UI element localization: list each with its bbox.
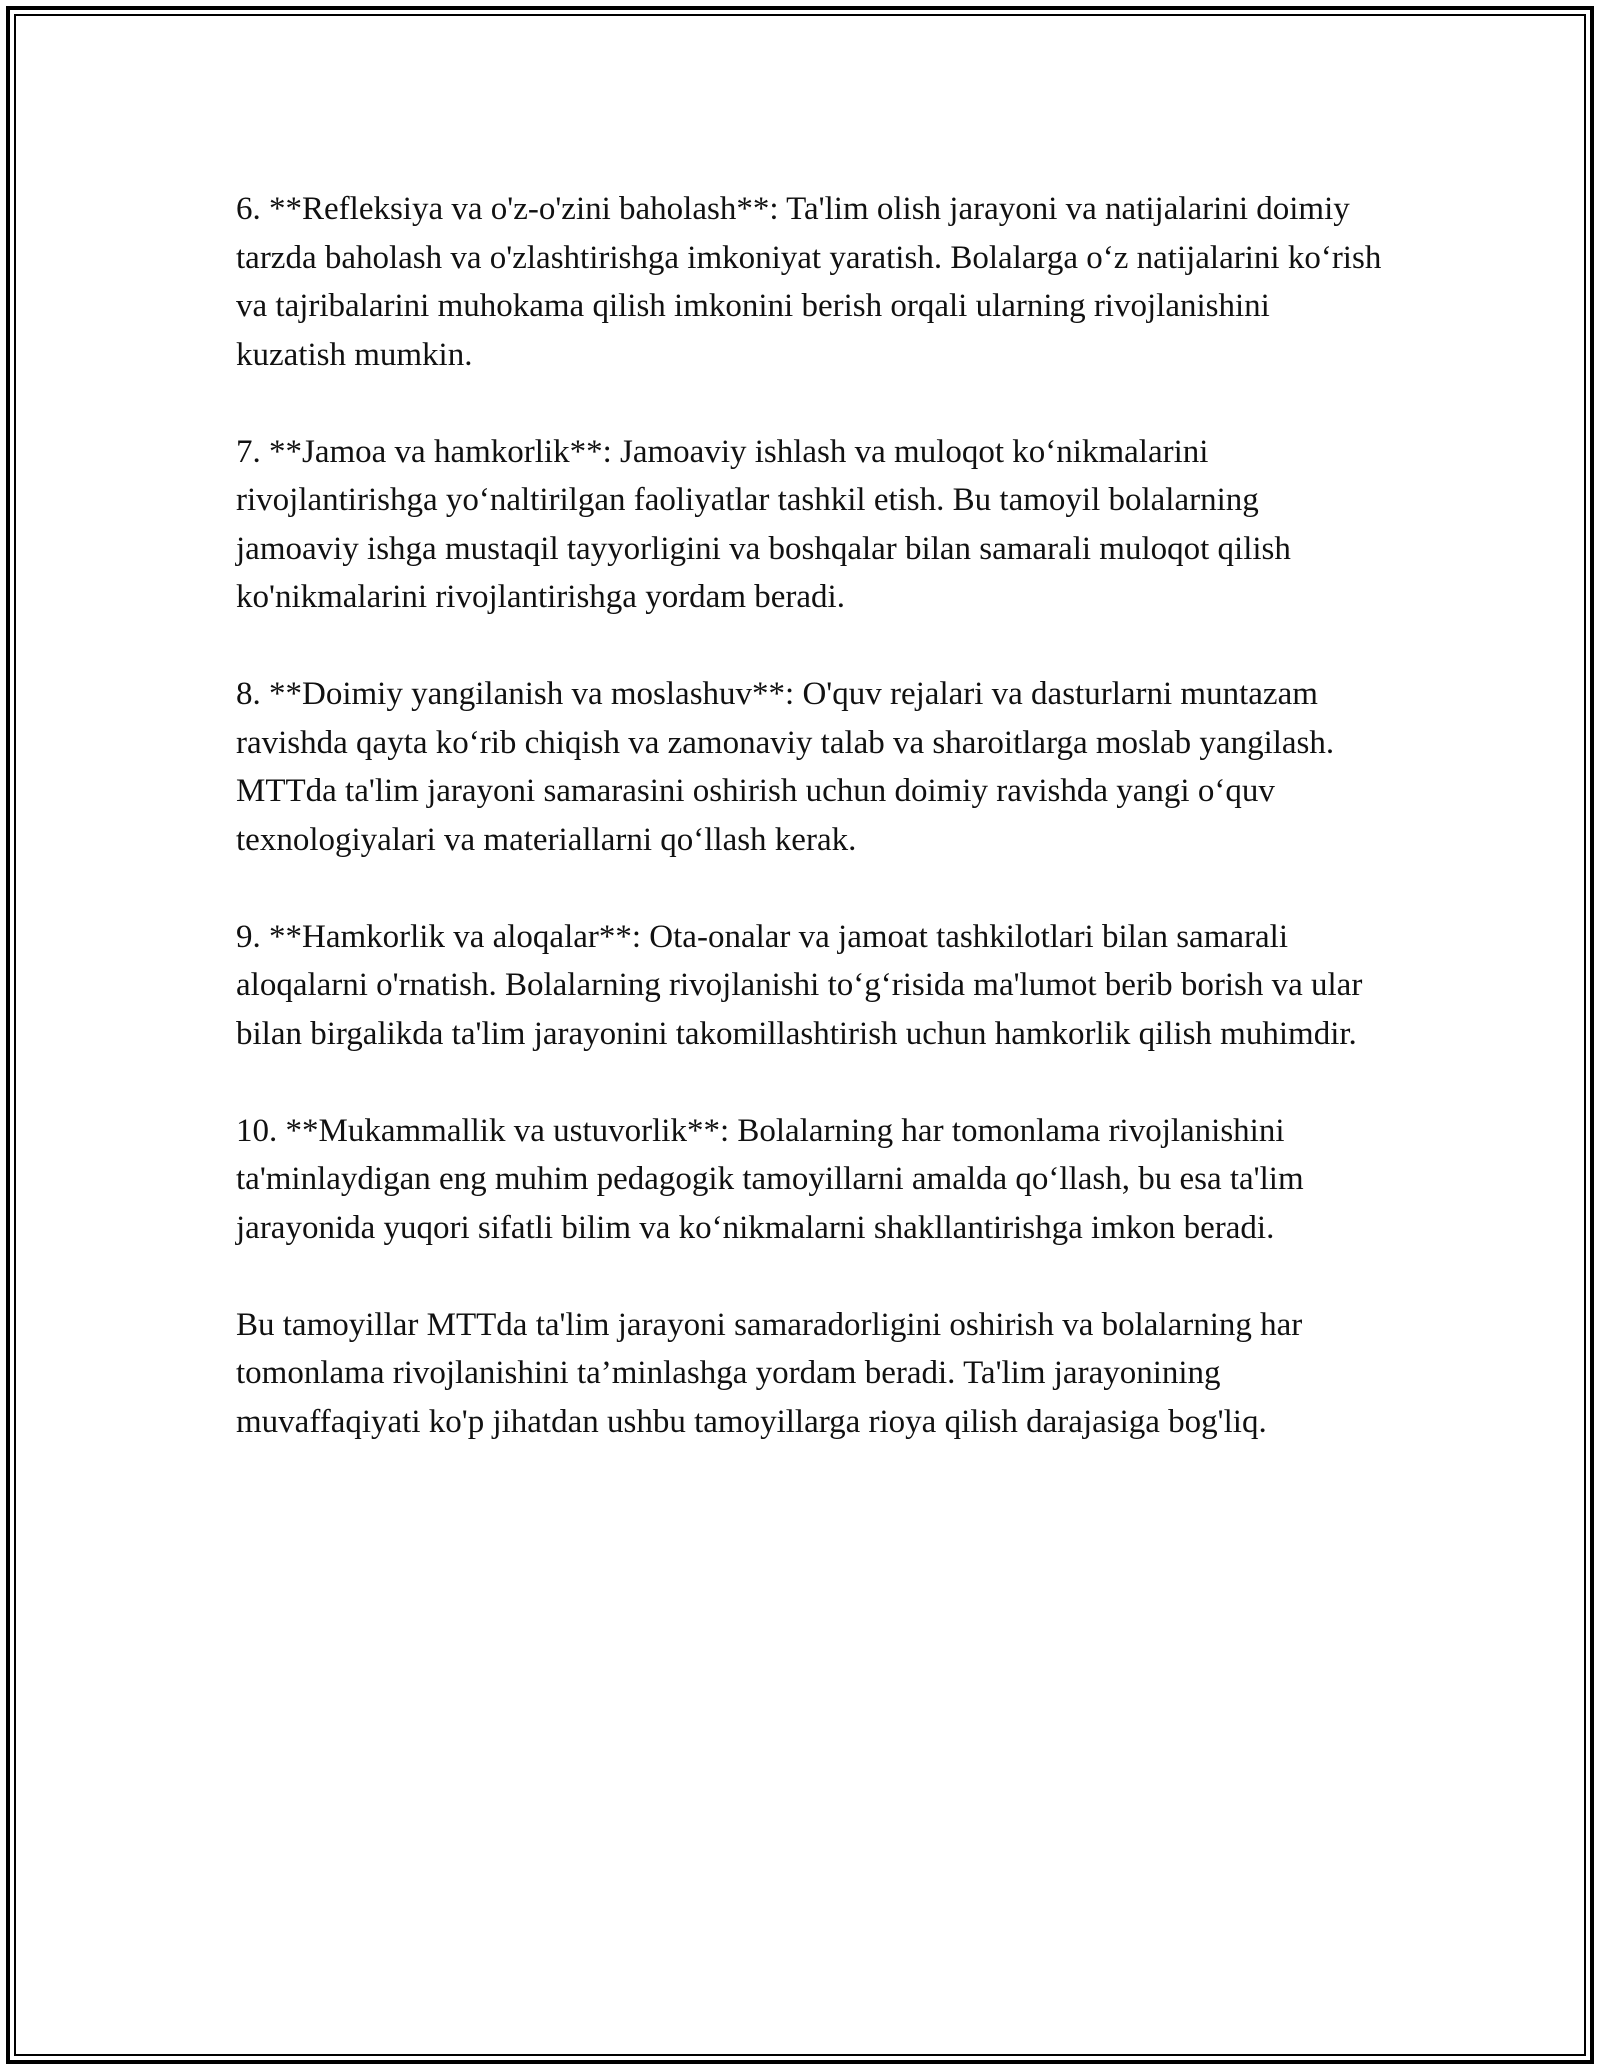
paragraph-reflection: 6. **Refleksiya va o'z-o'zini baholash**: Ta'lim olish jarayoni va natijalarini doimiy tarzda baholash va o'zlashtirishga imkoniyat yaratish. Bolalarga o‘z natijalarini ko‘rish va tajribalarini muhokama qilish imkonini berish orqali ularning rivojlanishini kuzatish mumkin.: [236, 191, 1382, 373]
paragraph-teamwork: 7. **Jamoa va hamkorlik**: Jamoaviy ishlash va muloqot ko‘nikmalarini rivojlantirishga yo‘naltirilgan faoliyatlar tashkil etish. Bu tamoyil bolalarning jamoaviy ishga mustaqil tayyorligini va boshqalar bilan samarali muloqot qilish ko'nikmalarini rivojlantirishga yordam beradi.: [236, 433, 1291, 615]
paragraph-excellence: 10. **Mukammallik va ustuvorlik**: Bolalarning har tomonlama rivojlanishini ta'minlaydigan eng muhim pedagogik tamoyillarni amalda qo‘llash, bu esa ta'lim jarayonida yuqori sifatli bilim va ko‘nikmalarni shakllantirishga imkon beradi.: [236, 1112, 1304, 1246]
paragraph-constant-update: 8. **Doimiy yangilanish va moslashuv**: O'quv rejalari va dasturlarni muntazam ravishda qayta ko‘rib chiqish va zamonaviy talab va sharoitlarga moslab yangilash. MTTda ta'lim jarayoni samarasini oshirish uchun doimiy ravishda yangi o‘quv texnologiyalari va materiallarni qo‘llash kerak.: [236, 676, 1335, 858]
document-body: [236, 185, 1386, 1446]
paragraph-conclusion: Bu tamoyillar MTTda ta'lim jarayoni samaradorligini oshirish va bolalarning har tomonlama rivojlanishini ta’minlashga yordam beradi. Ta'lim jarayonining muvaffaqiyati ko'p jihatdan ushbu tamoyillarga rioya qilish darajasiga bog'liq.: [236, 1306, 1303, 1440]
paragraph-cooperation: 9. **Hamkorlik va aloqalar**: Ota-onalar va jamoat tashkilotlari bilan samarali aloqalarni o'rnatish. Bolalarning rivojlanishi to‘g‘risida ma'lumot berib borish va ular bilan birgalikda ta'lim jarayonini takomillashtirish uchun hamkorlik qilish muhimdir.: [236, 918, 1363, 1052]
